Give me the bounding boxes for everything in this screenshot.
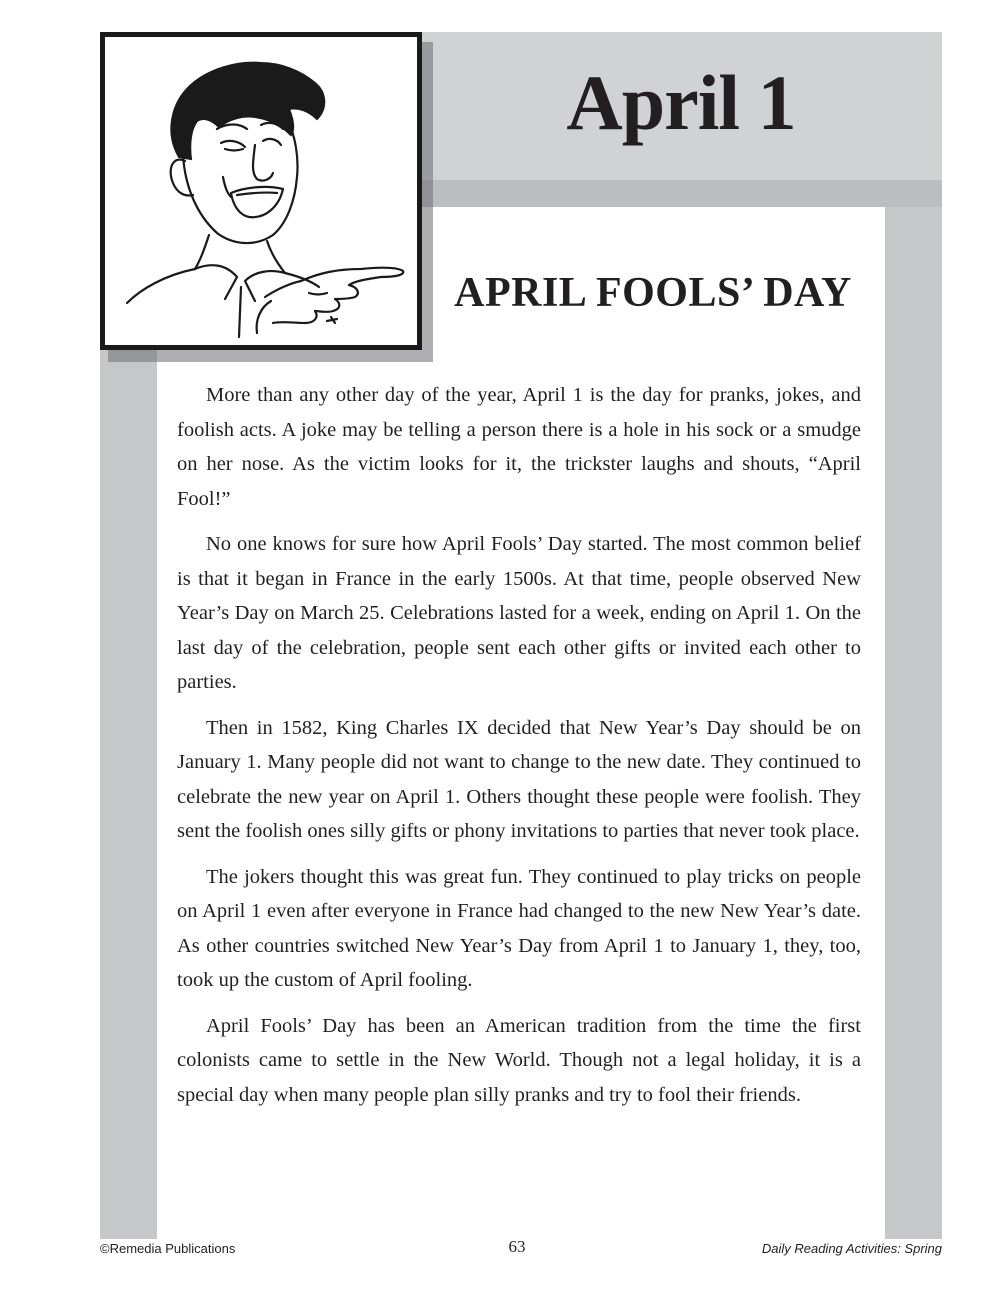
footer-page-number: 63 <box>508 1237 526 1256</box>
paragraph-1: More than any other day of the year, April 1 is the day for pranks, jokes, and foolish acts. A joke may be telling a person there is a hole in his sock or a smudge on her nose. As the victim looks for it, the trickster laughs and shouts, “April Fool!” <box>177 384 861 510</box>
header-step-band <box>420 180 942 210</box>
footer-book-title: Daily Reading Activities: Spring <box>761 1241 942 1256</box>
right-frame-band <box>885 207 942 1239</box>
paragraph-4: The jokers thought this was great fun. They continued to play tricks on people on April 1 even after everyone in France had changed to the new New Year’s date. As other countries switched New Year’s Day from April 1 to January 1, they, too, took up the custom of April fooling. <box>177 865 861 991</box>
paragraph-5: April Fools’ Day has been an American tradition from the time the first colonists came to settle in the New World. Though not a legal holiday, it is a special day when many people plan silly pranks and try to fool their friends. <box>177 1014 861 1106</box>
illustration-frame <box>100 32 422 350</box>
article-body <box>177 378 861 1123</box>
paragraph-2: No one knows for sure how April Fools’ Day started. The most common belief is that it began in France in the early 1500s. At that time, people observed New Year’s Day on March 25. Celebrations lasted for a week, ending on April 1. On the last day of the celebration, people sent each other gifts or invited each other to parties. <box>177 533 861 693</box>
date-title: April 1 <box>566 59 796 146</box>
footer-copyright: ©Remedia Publications <box>100 1241 236 1256</box>
left-frame-band <box>100 350 157 1239</box>
article-title: APRIL FOOLS’ DAY <box>454 270 852 316</box>
paragraph-3: Then in 1582, King Charles IX decided that New Year’s Day should be on January 1. Many people did not want to change to the new date. They continued to celebrate the new year on April 1. Others thought these people were foolish. They sent the foolish ones silly gifts or phony invitations to parties that never took place. <box>177 716 861 842</box>
laughing-man-pointing-icon <box>105 37 417 345</box>
